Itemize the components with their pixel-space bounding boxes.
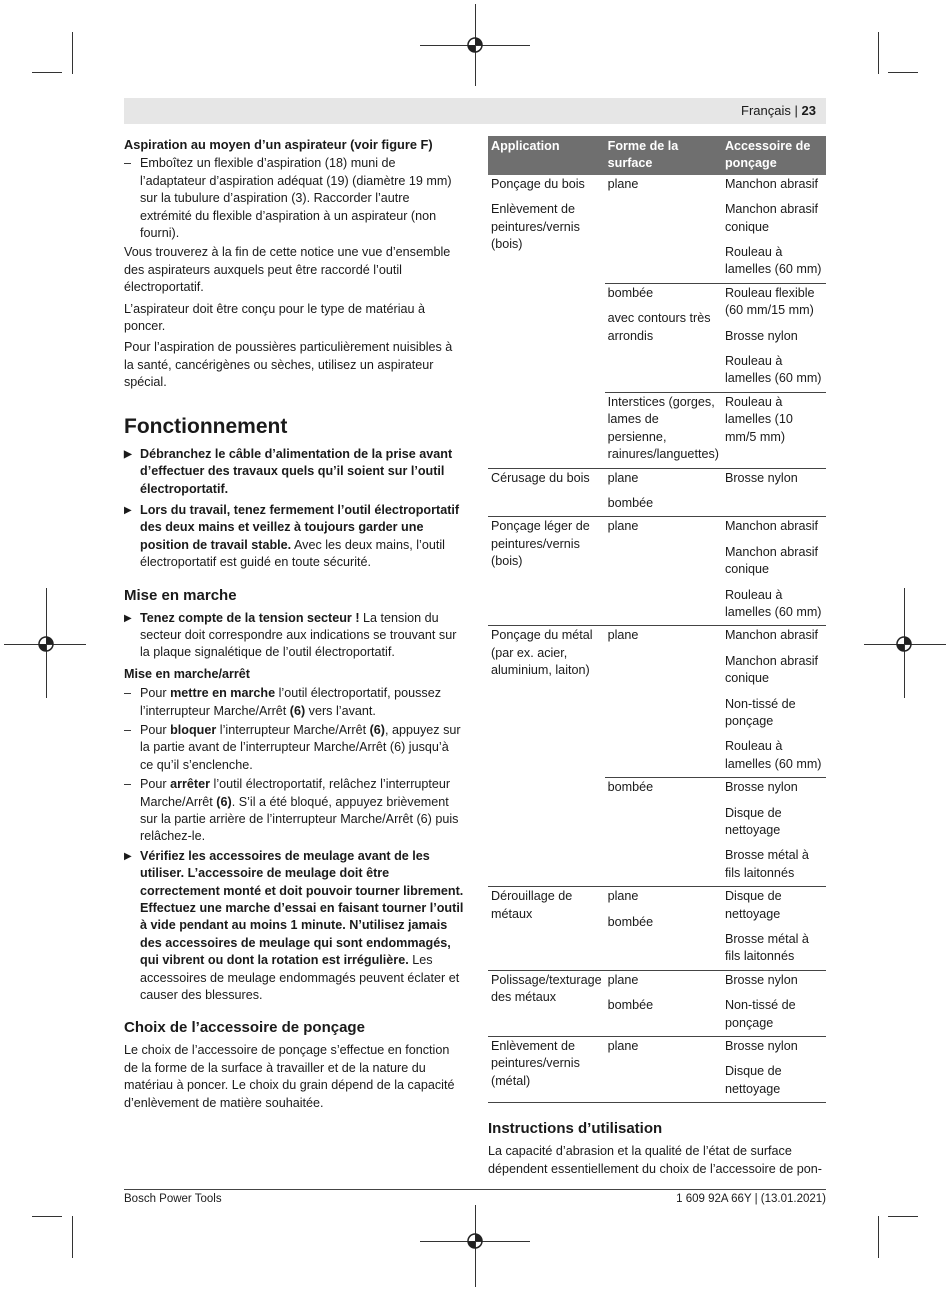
text: Pour <box>140 686 171 701</box>
paragraph: Le choix de l’accessoire de ponçage s’effectue en fonction de la forme de la surface à travailler et de la nature du matériau à poncer. Le choix du grain dépend de la capacité d’enlèvement de matière souhaitée. <box>124 1043 455 1110</box>
accessory-label: Brosse nylon <box>724 1039 798 1054</box>
aspiration-dash-item <box>124 155 464 242</box>
footer-divider <box>124 1189 826 1190</box>
application-label: Polissage/texturage des métaux <box>491 972 602 1005</box>
accessory-label: Brosse nylon <box>724 780 798 795</box>
application-label: Ponçage léger de peintures/vernis (bois) <box>491 519 590 569</box>
table-cell-accessory <box>722 517 826 626</box>
onoff-dash-item <box>124 685 464 720</box>
page-header <box>124 98 826 124</box>
crop-mark <box>888 72 918 73</box>
table-row <box>488 468 826 517</box>
accessory-table <box>488 136 826 1103</box>
paragraph: La capacité d’abrasion et la qualité de l’état de surface dépendent essentiellement du choix de l’accessoire de pon- <box>488 1144 822 1176</box>
accessory-label: Disque de nettoyage <box>724 889 782 921</box>
paragraph: Vous trouverez à la fin de cette notice une vue d’ensemble des aspirateurs auxquels peut être raccordé l’outil électroportatif. <box>124 245 451 295</box>
table-cell-accessory <box>722 468 826 517</box>
accessory-label: Rouleau flexible (60 mm/15 mm) <box>724 285 815 318</box>
application-label: Enlèvement de peintures/vernis (métal) <box>491 1039 580 1088</box>
warning-text-bold: Vérifiez les accessoires de meulage avant de les utiliser. L’accessoire de meulage doit être correctement monté et doit pouvoir tourner librement. Effectuez une marche d’essai en faisant tourner l’outil à vide pendant au moins 1 minute. N’utilisez jamais des accessoires de meulage qui sont endommagés, qui vibrent ou dont la rotation est irrégulière. <box>140 848 464 968</box>
text: l’interrupteur Marche/Arrêt <box>216 722 370 737</box>
surface-form-label: plane <box>607 889 639 904</box>
subsection-title-marche-arret: Mise en marche/arrêt <box>124 666 250 681</box>
text: l’outil électroportatif, relâchez l’interrupteur Marche/Arrêt <box>140 777 451 809</box>
crop-mark <box>32 1216 62 1217</box>
accessory-label: Non-tissé de ponçage <box>724 696 796 728</box>
application-label: Ponçage du métal (par ex. acier, aluminium, laiton) <box>491 628 593 678</box>
table-row <box>488 517 826 626</box>
table-row <box>488 970 826 1036</box>
table-cell-surface-form <box>605 1037 722 1103</box>
accessory-label: Rouleau à lamelles (60 mm) <box>724 245 822 277</box>
accessory-label: Rouleau à lamelles (60 mm) <box>724 354 822 386</box>
table-cell-application <box>488 626 605 887</box>
table-cell-application <box>488 175 605 468</box>
footer-brand: Bosch Power Tools <box>124 1193 222 1205</box>
paragraph: Pour l’aspiration de poussières particulièrement nuisibles à la santé, cancérigènes ou sèches, utilisez un aspirateur spécial. <box>124 340 453 390</box>
text: , appuyez sur la partie avant de l’interrupteur Marche/Arrêt (6) jusqu’à ce qu’il s’enclenche. <box>140 722 461 772</box>
table-cell-surface-form <box>605 626 722 778</box>
table-cell-surface-form <box>605 887 722 971</box>
table-cell-application <box>488 468 605 517</box>
surface-form-label: plane <box>607 470 639 485</box>
accessory-label: Disque de nettoyage <box>724 1064 782 1096</box>
left-column <box>124 136 464 1116</box>
accessory-label: Rouleau à lamelles (10 mm/5 mm) <box>724 394 793 444</box>
accessory-label: Brosse métal à fils laitonnés <box>724 932 809 964</box>
accessory-label: Non-tissé de ponçage <box>724 998 796 1030</box>
table-cell-accessory <box>722 626 826 778</box>
text: Pour <box>140 777 171 792</box>
table-cell-surface-form <box>605 468 722 517</box>
table-row <box>488 626 826 778</box>
accessory-label: Manchon abrasif conique <box>724 544 819 577</box>
table-header-row <box>488 136 826 175</box>
accessory-label: Brosse nylon <box>724 470 798 485</box>
surface-form-label: plane <box>607 519 639 534</box>
header-separator: | <box>794 103 798 118</box>
table-row <box>488 175 826 284</box>
table-row <box>488 1037 826 1103</box>
surface-form-label: bombée <box>607 285 654 300</box>
text-bold: bloquer <box>170 722 217 737</box>
table-body <box>488 175 826 1103</box>
text: vers l’avant. <box>305 703 376 718</box>
registration-mark-icon <box>466 1232 484 1250</box>
table-cell-application <box>488 970 605 1036</box>
subsection-title-mise-en-marche: Mise en marche <box>124 586 237 604</box>
crop-mark <box>32 72 62 73</box>
crop-mark <box>888 1216 918 1217</box>
warning-text-bold: Tenez compte de la tension secteur ! <box>140 610 360 625</box>
surface-form-label: plane <box>607 176 639 191</box>
application-label: Cérusage du bois <box>491 470 590 485</box>
application-label: Enlèvement de peintures/vernis (bois) <box>491 202 580 252</box>
accessory-label: Rouleau à lamelles (60 mm) <box>724 739 822 771</box>
text: l’outil électroportatif, poussez l’interrupteur Marche/Arrêt <box>140 686 442 718</box>
crop-mark <box>72 1216 73 1258</box>
accessory-label: Manchon abrasif conique <box>724 653 819 686</box>
crop-mark <box>878 1216 879 1258</box>
crop-mark <box>878 32 879 74</box>
onoff-dash-item <box>124 722 464 774</box>
section-title-fonctionnement: Fonctionnement <box>124 414 288 438</box>
application-label: Ponçage du bois <box>491 176 585 191</box>
surface-form-label: bombée <box>607 495 654 510</box>
accessory-label: Brosse nylon <box>724 972 798 987</box>
text-bold: (6) <box>216 794 232 809</box>
onoff-dash-item <box>124 776 464 846</box>
table-header-cell: Application <box>488 136 605 175</box>
registration-mark-icon <box>466 36 484 54</box>
surface-form-label: plane <box>607 1039 639 1054</box>
registration-mark-icon <box>895 635 913 653</box>
table-cell-accessory <box>722 970 826 1036</box>
warning-item <box>124 848 464 1005</box>
accessory-label: Manchon abrasif <box>724 519 819 534</box>
right-column <box>488 136 826 1182</box>
warning-text: Les accessoires de meulage endommagés peuvent éclater et causer des blessures. <box>140 953 460 1003</box>
warning-item <box>124 502 464 572</box>
table-cell-accessory <box>722 392 826 468</box>
footer-reference: 1 609 92A 66Y | (13.01.2021) <box>676 1193 826 1205</box>
table-cell-accessory <box>722 887 826 971</box>
text-bold: (6) <box>369 722 385 737</box>
warning-text-bold: Lors du travail, tenez fermement l’outil électroportatif des deux mains et veillez à toujours garder une position de travail stable. <box>140 502 460 552</box>
surface-form-label: bombée <box>607 780 654 795</box>
table-cell-surface-form <box>605 283 722 392</box>
accessory-label: Manchon abrasif <box>724 628 819 643</box>
table-cell-surface-form <box>605 970 722 1036</box>
registration-mark-icon <box>37 635 55 653</box>
page-number: 23 <box>801 103 816 118</box>
table-cell-application <box>488 887 605 971</box>
table-cell-application <box>488 1037 605 1103</box>
surface-form-label: plane <box>607 628 639 643</box>
table-cell-accessory <box>722 1037 826 1103</box>
warning-text: La tension du secteur doit correspondre aux indications se trouvant sur la plaque signalétique de l’outil électroportatif. <box>140 610 457 660</box>
surface-form-label: bombée <box>607 998 654 1013</box>
aspiration-title: Aspiration au moyen d’un aspirateur (voir figure F) <box>124 137 433 152</box>
aspiration-dash-text: Emboîtez un flexible d’aspiration (18) muni de l’adaptateur d’aspiration adéquat (19) (diamètre 19 mm) sur la tubulure d’aspiration (3). Raccorder l’autre extrémité du flexible d’aspiration à un aspirateur (non fourni). <box>140 156 452 241</box>
accessory-label: Disque de nettoyage <box>724 805 782 837</box>
accessory-label: Brosse métal à fils laitonnés <box>724 848 809 880</box>
text-bold: (6) <box>289 703 306 718</box>
table-header-cell: Forme de la surface <box>605 136 722 175</box>
table-cell-surface-form <box>605 175 722 284</box>
table-cell-accessory <box>722 175 826 284</box>
table-header-cell: Accessoire de ponçage <box>722 136 826 175</box>
accessory-label: Manchon abrasif conique <box>724 202 819 234</box>
surface-form-label: plane <box>607 972 639 987</box>
text: Pour <box>140 722 171 737</box>
text-bold: arrêter <box>170 777 211 792</box>
warning-item <box>124 446 464 498</box>
surface-form-label: Interstices (gorges, lames de persienne, rainures/languettes) <box>607 394 719 462</box>
text: . S’il a été bloqué, appuyez brièvement sur la partie arrière de l’interrupteur Marche/Arrêt (6) puis relâchez-le. <box>140 794 459 844</box>
header-text <box>741 102 816 119</box>
table-cell-accessory <box>722 778 826 887</box>
table-cell-surface-form <box>605 392 722 468</box>
warning-item <box>124 610 464 662</box>
table-cell-accessory <box>722 283 826 392</box>
table-cell-application <box>488 517 605 626</box>
crop-mark <box>72 32 73 74</box>
text-bold: mettre en marche <box>170 686 276 701</box>
accessory-label: Brosse nylon <box>724 328 798 343</box>
header-language: Français <box>741 103 791 118</box>
subsection-title-choix: Choix de l’accessoire de ponçage <box>124 1019 365 1037</box>
warning-text: Avec les deux mains, l’outil électroportatif est guidé en toute sécurité. <box>140 537 445 570</box>
table-cell-surface-form <box>605 517 722 626</box>
accessory-label: Rouleau à lamelles (60 mm) <box>724 587 822 619</box>
surface-form-label: bombée <box>607 914 654 929</box>
subsection-title-instructions: Instructions d’utilisation <box>488 1120 663 1138</box>
surface-form-label: avec contours très arrondis <box>607 311 711 343</box>
table-cell-surface-form <box>605 778 722 887</box>
paragraph: L’aspirateur doit être conçu pour le type de matériau à poncer. <box>124 301 426 334</box>
application-label: Dérouillage de métaux <box>491 889 573 921</box>
warning-text: Débranchez le câble d’alimentation de la prise avant d’effectuer des travaux quels qu’il soient sur l’outil électroportatif. <box>140 446 453 496</box>
accessory-label: Manchon abrasif <box>724 176 819 191</box>
table-row <box>488 887 826 971</box>
